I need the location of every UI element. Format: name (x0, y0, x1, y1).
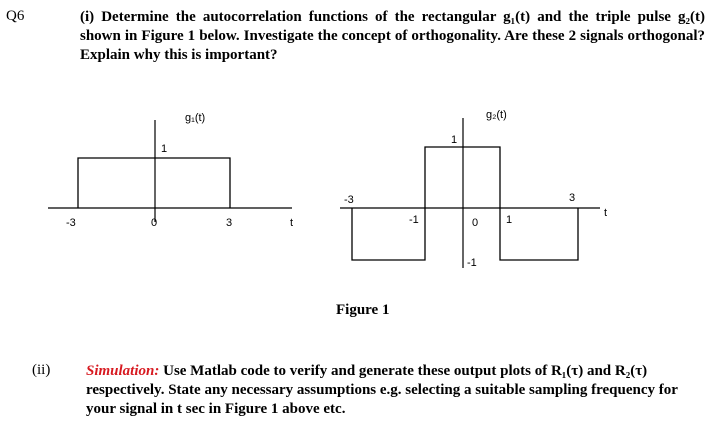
g2-tick-1: 1 (506, 214, 513, 226)
g1-amplitude-label: 1 (161, 143, 168, 155)
g1-tick-0: 0 (151, 217, 158, 229)
simulation-text: Use Matlab code to verify and generate these output plots of R₁(τ) and R₂(τ) respectively. State any necessary assumptions e.g. selecting a suitable sampling frequency for your signal in t sec in Figure 1 above etc. (86, 363, 678, 417)
g2-triple-pulse (352, 147, 578, 260)
g1-tick-3: 3 (226, 217, 233, 229)
question-part-2 (86, 362, 702, 419)
simulation-label: Simulation: (86, 363, 160, 379)
figure-1 (0, 90, 712, 300)
question-part-2-number: (ii) (32, 362, 51, 378)
g1-plot (48, 112, 293, 229)
g2-tick-0: 0 (472, 217, 479, 229)
g2-tick-minus1: -1 (409, 214, 419, 226)
question-part-1: (i) Determine the autocorrelation functions of the rectangular g₁(t) and the triple pulse g₂(t) shown in Figure 1 below. Investigate the concept of orthogonality. Are these 2 signals orthogonal? Explain why this is important? (80, 9, 705, 63)
g1-rect-pulse (78, 158, 230, 208)
g2-amplitude-neg-label: -1 (467, 257, 477, 269)
g2-tick-minus3: -3 (344, 194, 354, 206)
g2-tick-3: 3 (569, 192, 576, 204)
g2-axis-label-t: t (604, 207, 608, 219)
g2-plot (340, 109, 607, 269)
g1-axis-label-t: t (290, 217, 294, 229)
g1-title: g₁(t) (185, 112, 206, 124)
g2-title: g₂(t) (486, 109, 507, 121)
question-number: Q6 (6, 8, 25, 24)
figure-caption: Figure 1 (336, 302, 390, 318)
g1-tick-minus3: -3 (66, 217, 76, 229)
g2-amplitude-pos-label: 1 (451, 134, 458, 146)
